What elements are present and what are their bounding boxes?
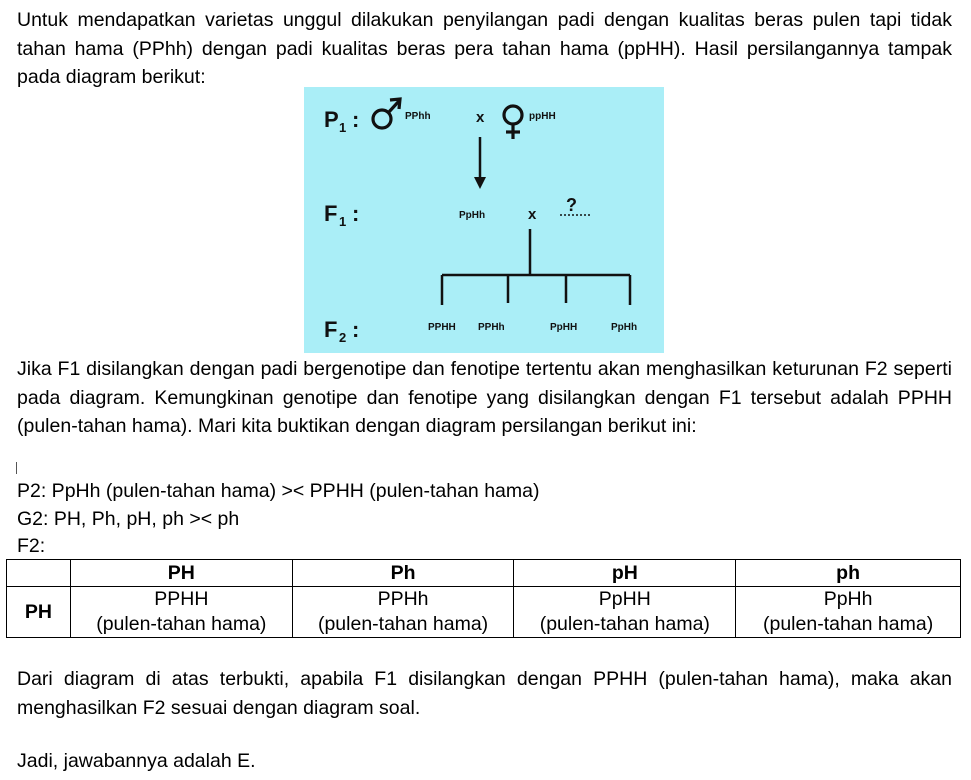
cell-phenotype: (pulen-tahan hama) xyxy=(96,613,267,635)
table-header-row xyxy=(7,560,961,587)
female-genotype: ppHH xyxy=(529,111,556,122)
f1-subscript: 1 xyxy=(339,214,347,229)
table-row xyxy=(7,587,961,638)
column-header: ph xyxy=(736,560,961,587)
cell-genotype: PpHH xyxy=(598,588,651,610)
cell-phenotype: (pulen-tahan hama) xyxy=(317,613,489,635)
f1-label: F xyxy=(324,201,338,226)
cell-genotype: PPHH xyxy=(154,588,209,610)
cross-diagram xyxy=(304,87,664,353)
table-corner-cell xyxy=(7,560,71,587)
f2-colon: : xyxy=(352,317,360,342)
f1-genotype: PpHh xyxy=(459,210,486,221)
punnett-square-table xyxy=(6,559,961,638)
cell-phenotype: (pulen-tahan hama) xyxy=(539,613,710,635)
male-genotype: PPhh xyxy=(405,111,431,122)
row-header: PH xyxy=(7,587,71,638)
p1-label: P xyxy=(324,107,339,132)
f1-cross-sign: x xyxy=(528,206,537,223)
intro-paragraph: Untuk mendapatkan varietas unggul dilakukan penyilangan padi dengan kualitas beras pulen tapi tidak tahan hama (PPhh) dengan padi kualitas beras pera tahan hama (ppHH). Hasil persilangannya tampak pada diagram berikut: xyxy=(17,9,952,88)
p1-subscript: 1 xyxy=(339,120,347,135)
f2-label: F xyxy=(324,317,338,342)
f2-line: F2: xyxy=(17,535,46,557)
unknown-parent: ? xyxy=(566,195,577,215)
f2-offspring-3: PpHH xyxy=(550,322,578,333)
conclusion-paragraph: Dari diagram di atas terbukti, apabila F1 disilangkan dengan PPHH (pulen-tahan hama), maka akan menghasilkan F2 sesuai dengan diagram soal. xyxy=(17,668,952,719)
p1-cross-sign: x xyxy=(476,109,485,126)
explanation-paragraph: Jika F1 disilangkan dengan padi bergenotipe dan fenotipe tertentu akan menghasilkan keturunan F2 seperti pada diagram. Kemungkinan genotipe dan fenotipe yang disilangkan dengan F1 tersebut adalah PPHH (pulen-tahan hama). Mari kita buktikan dengan diagram persilangan berikut ini: xyxy=(17,358,952,437)
table-cell xyxy=(514,587,736,638)
f1-colon: : xyxy=(352,201,360,226)
p2-line: P2: PpHh (pulen-tahan hama) >< PPHH (pulen-tahan hama) xyxy=(17,480,540,502)
g2-line: G2: PH, Ph, pH, ph >< ph xyxy=(17,508,240,530)
f2-subscript: 2 xyxy=(339,330,347,345)
column-header: pH xyxy=(514,560,736,587)
table-cell xyxy=(736,587,961,638)
p1-colon: : xyxy=(352,107,360,132)
column-header: PH xyxy=(70,560,292,587)
table-cell xyxy=(292,587,514,638)
cross-diagram-svg xyxy=(304,87,664,353)
column-header: Ph xyxy=(292,560,514,587)
f2-offspring-4: PpHh xyxy=(611,322,638,333)
table-cell xyxy=(70,587,292,638)
cell-genotype: PPHh xyxy=(377,588,429,610)
cell-genotype: PpHh xyxy=(823,588,873,610)
f2-offspring-1: PPHH xyxy=(428,322,456,333)
cell-phenotype: (pulen-tahan hama) xyxy=(763,613,934,635)
f2-offspring-2: PPHh xyxy=(478,322,505,333)
answer-line: Jadi, jawabannya adalah E. xyxy=(17,750,256,772)
text-cursor-mark xyxy=(16,462,17,474)
